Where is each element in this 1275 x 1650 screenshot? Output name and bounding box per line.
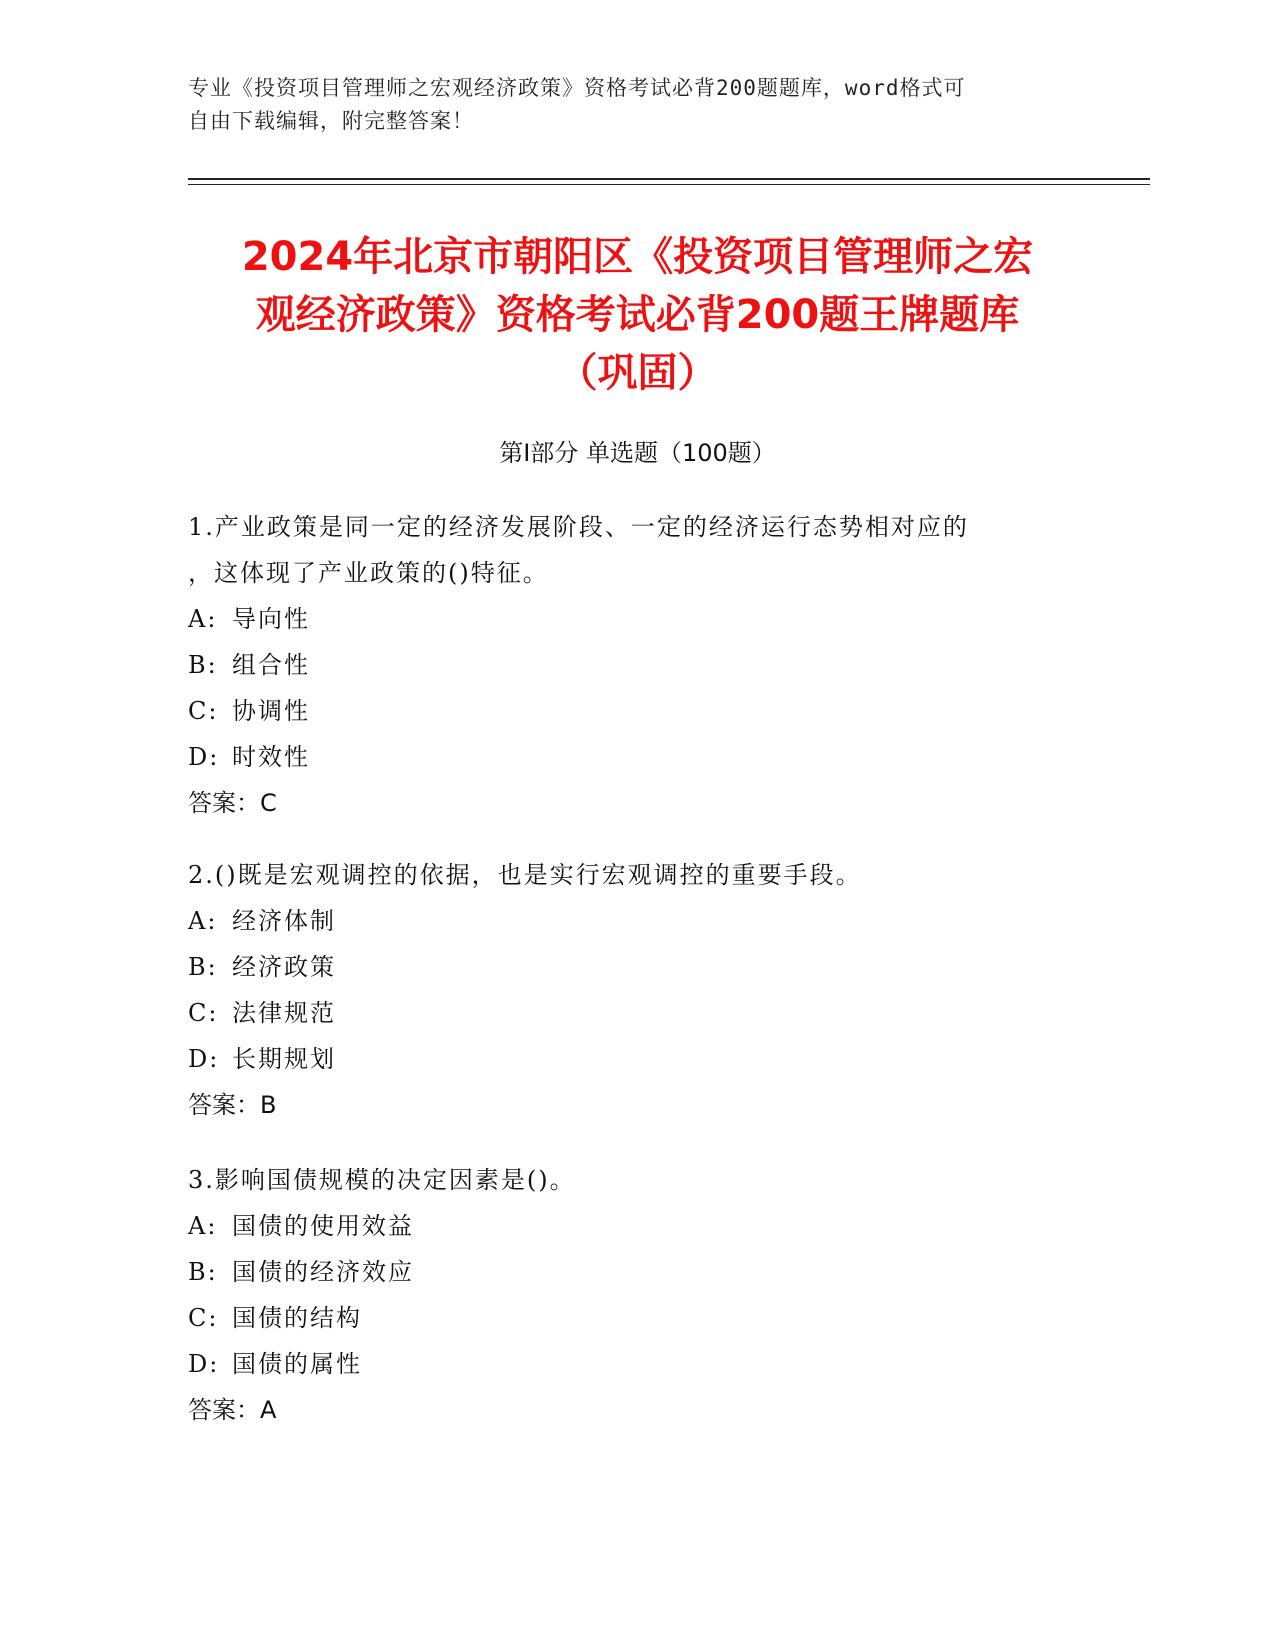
option-text: 经济政策 [232, 953, 336, 981]
option-key: C: [188, 1304, 219, 1332]
option-key: A: [188, 605, 218, 633]
option-text: 导向性 [232, 605, 310, 633]
question-3-option-d [188, 1341, 1088, 1387]
option-text: 国债的使用效益 [232, 1212, 414, 1240]
header-note-line-1: 专业《投资项目管理师之宏观经济政策》资格考试必背200题题库，word格式可 [188, 76, 966, 100]
question-3-option-b [188, 1249, 1088, 1295]
option-key: A: [188, 907, 218, 935]
option-key: B: [188, 1258, 218, 1286]
option-key: C: [188, 697, 219, 725]
question-3-option-a [188, 1203, 1088, 1249]
document-title-line-2: 观经济政策》资格考试必背200题王牌题库 [255, 292, 1020, 338]
option-text: 组合性 [232, 651, 310, 679]
header-divider-thick [188, 178, 1150, 180]
question-2-option-c [188, 990, 1088, 1036]
question-2-option-d [188, 1036, 1088, 1082]
document-title-line-3: （巩固） [557, 350, 718, 396]
header-divider-thin [188, 184, 1150, 185]
question-1-option-a [188, 596, 1088, 642]
header-note [188, 72, 1088, 138]
option-text: 国债的经济效应 [232, 1258, 414, 1286]
question-1-stem-line-1: 1.产业政策是同一定的经济发展阶段、一定的经济运行态势相对应的 [188, 513, 969, 541]
question-1-option-d [188, 734, 1088, 780]
option-key: D: [188, 1045, 220, 1073]
option-key: B: [188, 651, 218, 679]
option-text: 国债的结构 [232, 1304, 362, 1332]
question-1-option-c [188, 688, 1088, 734]
question-2-option-b [188, 944, 1088, 990]
question-1 [188, 504, 1088, 826]
question-1-stem-line-2: ，这体现了产业政策的()特征。 [188, 559, 549, 587]
option-text: 时效性 [232, 743, 310, 771]
question-3-stem: 3.影响国债规模的决定因素是()。 [188, 1166, 576, 1194]
option-key: B: [188, 953, 218, 981]
option-text: 法律规范 [232, 999, 336, 1027]
question-1-option-b [188, 642, 1088, 688]
option-key: D: [188, 743, 220, 771]
question-3-answer: 答案：A [188, 1396, 277, 1424]
option-text: 经济体制 [232, 907, 336, 935]
option-text: 长期规划 [232, 1045, 336, 1073]
option-text: 国债的属性 [232, 1350, 362, 1378]
question-1-answer: 答案：C [188, 789, 277, 817]
option-key: A: [188, 1212, 218, 1240]
question-3-option-c [188, 1295, 1088, 1341]
option-key: D: [188, 1350, 220, 1378]
question-3 [188, 1157, 1088, 1433]
header-note-line-2: 自由下载编辑，附完整答案！ [188, 109, 474, 133]
question-2-stem: 2.()既是宏观调控的依据，也是实行宏观调控的重要手段。 [188, 861, 862, 889]
document-title [160, 228, 1115, 402]
option-key: C: [188, 999, 219, 1027]
question-2 [188, 852, 1088, 1128]
question-2-answer: 答案：B [188, 1091, 277, 1119]
question-2-option-a [188, 898, 1088, 944]
option-text: 协调性 [232, 697, 310, 725]
section-heading: 第I部分 单选题（100题） [499, 439, 776, 467]
document-title-line-1: 2024年北京市朝阳区《投资项目管理师之宏 [241, 234, 1034, 280]
